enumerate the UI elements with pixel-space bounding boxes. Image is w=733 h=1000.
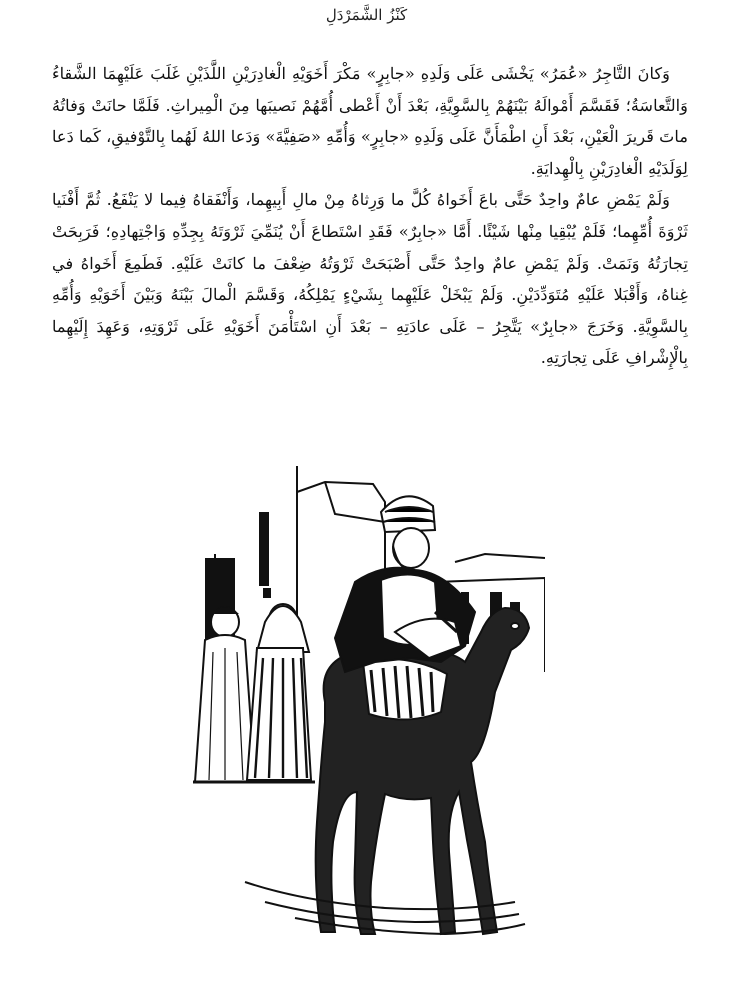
rider	[335, 496, 475, 672]
story-text	[52, 58, 688, 374]
running-header: كَنْزُ الشَّمَرْدَلِ	[325, 6, 408, 24]
camel-rider-illustration	[185, 462, 545, 948]
paragraph-2: وَلَمْ يَمْضِ عامٌ واحِدٌ حَتَّى باعَ أَخَواهُ كُلَّ ما وَرِثاهُ مِنْ مالِ أَبِيهِما، وَأَنْفَقاهُ فِيما لا يَنْفَعُ. ثُمَّ أَفْنَيا ثَرْوَةَ أُمِّهِما؛ فَلَمْ يُبْقِيا مِنْها شَيْئًا. أَمَّا «جابِرٌ» فَقَدِ اسْتَطاعَ أَنْ يُنَمِّيَ ثَرْوَتَهُ بِجِدِّهِ وَاجْتِهادِهِ؛ فَرَبِحَتْ تِجارَتُهُ وَنَمَتْ. وَلَمْ يَمْضِ عامٌ واحِدٌ حَتَّى أَصْبَحَتْ ثَرْوَتُهُ ضِعْفَ ما كانَتْ عَلَيْهِ. فَطَمِعَ أَخَواهُ في غِناهُ، وَأَقْبَلا عَلَيْهِ مُتَوَدِّدَيْنِ. وَلَمْ يَبْخَلْ عَلَيْهِما بِشَيْءٍ يَمْلِكُهُ، وَقَسَّمَ الْمالَ بَيْنَهُ وَبَيْنَ أَخَوَيْهِ وَأُمِّهِ بِالسَّوِيَّةِ. وَخَرَجَ «جابِرٌ» يَتَّجِرُ – عَلَى عادَتِهِ – بَعْدَ أَنِ اسْتَأْمَنَ أَخَوَيْهِ عَلَى ثَرْوَتِهِ، وَعَهِدَ إِلَيْهِما بِالْإِشْرافِ عَلَى تِجارَتِهِ.	[52, 190, 688, 368]
paragraph-1: وَكانَ التَّاجِرُ «عُمَرُ» يَخْشَى عَلَى وَلَدِهِ «جابِرٍ» مَكْرَ أَخَوَيْهِ الْغادِرَيْنِ اللَّذَيْنِ غَلَبَ عَلَيْهِمَا الشَّقاءُ وَالتَّعاسَةُ؛ فَقَسَّمَ أَمْوالَهُ بَيْنَهُمْ بِالسَّوِيَّةِ، بَعْدَ أَنْ أَعْطى أُمَّهُمْ نَصيبَها مِنَ الْمِيراثِ. فَلَمَّا حانَتْ وَفاتُهُ ماتَ قَريرَ الْعَيْنِ، بَعْدَ أَنِ اطْمَأَنَّ عَلَى وَلَدِهِ «جابِرٍ» وَأُمِّهِ «صَفِيَّةَ» وَدَعا اللهُ لَهُما بِالتَّوْفيقِ، كَما دَعا لِوَلَدَيْهِ الْغادِرَيْنِ بِالْهِدايَةِ.	[52, 64, 688, 178]
